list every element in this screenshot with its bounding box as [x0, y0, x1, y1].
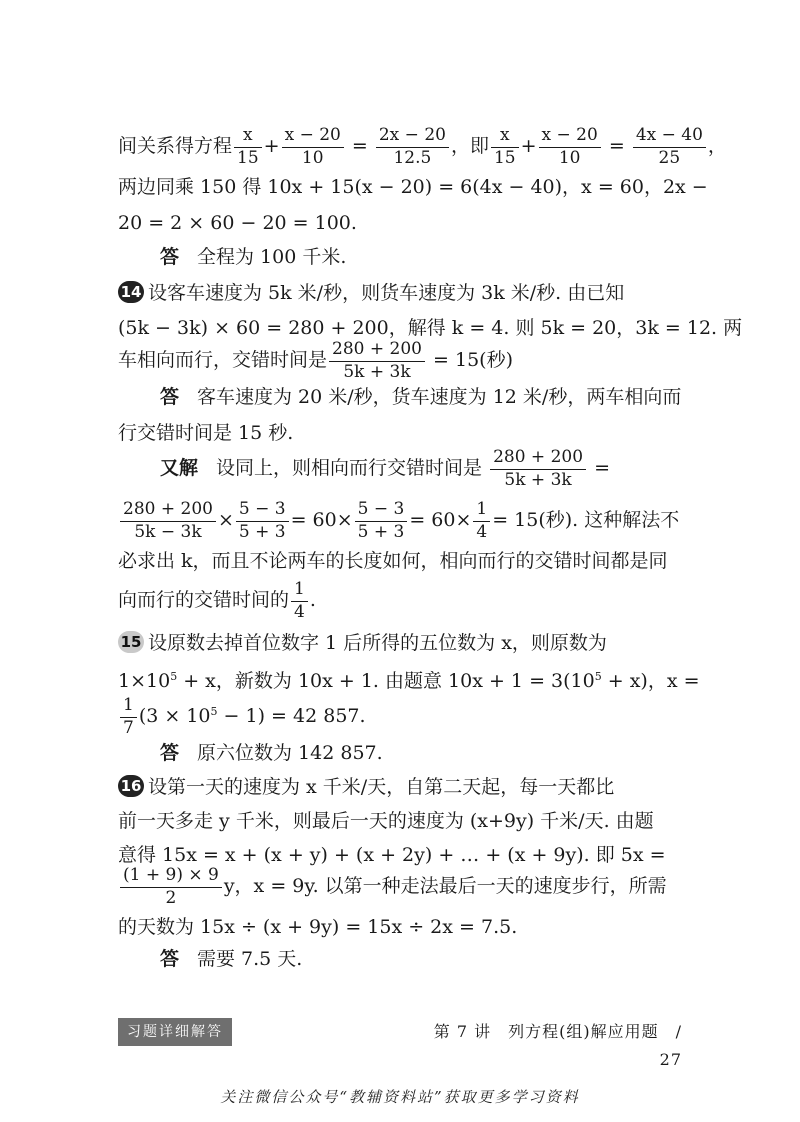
problem-number-badge: 14 [118, 281, 144, 303]
alt-solution-line-1: 又解 设同上，则相向而行交错时间是 $\frac{280 + 200}{5k + 3k}$ = [160, 446, 610, 490]
fraction: $\frac{1}{7}$ [120, 696, 137, 738]
line-2: 两边同乘 150 得 10x + 15(x − 20) = 6(4x − 40)，x = 60，2x − [118, 176, 708, 198]
line-3: 20 = 2 × 60 − 20 = 100. [118, 212, 357, 234]
page-header-chapter: 第 7 讲 列方程(组)解应用题 / 27 [433, 1022, 682, 1069]
answer-label: 答 [160, 742, 180, 764]
fraction: $\frac{x}{15}$ [491, 126, 519, 168]
fraction: $\frac{x - 20}{10}$ [539, 126, 601, 168]
problem-16-line-2: 前一天多走 y 千米，则最后一天的速度为 (x+9y) 千米/天. 由题 [118, 810, 654, 832]
answer-16: 答 需要 7.5 天. [160, 948, 303, 970]
answer-14: 答 客车速度为 20 米/秒，货车速度为 12 米/秒，两车相向而 [160, 386, 682, 408]
fraction: $\frac{5 - 3}{5 + 3}$ [236, 500, 289, 542]
problem-16-line-3: 意得 15x = x + (x + y) + (x + 2y) + … + (x + 9y). 即 5x = [118, 844, 666, 866]
text: 间关系得方程 [118, 135, 233, 157]
fraction: $\frac{280 + 200}{5k + 3k}$ [490, 448, 586, 490]
problem-14-line-2: (5k − 3k) × 60 = 280 + 200，解得 k = 4. 则 5k = 20，3k = 12. 两 [118, 317, 743, 339]
alt-label: 又解 [160, 457, 199, 479]
fraction: $\frac{4x - 40}{25}$ [633, 126, 706, 168]
problem-15-line-2: $1\times 10^5 + x$，新数为 10x + 1. 由题意 $10x + 1 = 3(10^5 + x)$，x = [118, 670, 700, 692]
alt-solution-line-2: $\frac{280 + 200}{5k - 3k}$ × $\frac{5 - 3}{5 + 3}$ = 60× $\frac{5 - 3}{5 + 3}$ = 60× $\frac{1}{4}$ = 15(秒). 这种解法不 [118, 492, 688, 548]
watermark-text: 关注微信公众号“教辅资料站”获取更多学习资料 [220, 1088, 580, 1106]
answer-label: 答 [160, 948, 180, 970]
fraction: $\frac{x - 20}{10}$ [282, 126, 344, 168]
answer-label: 答 [160, 386, 180, 408]
problem-15-line-3: $\frac{1}{7}$ $(3 \times 10^5 - 1) = 42$ 857. [118, 682, 688, 746]
fraction: $\frac{5 - 3}{5 + 3}$ [355, 500, 408, 542]
alt-solution-line-4: 向而行的交错时间的 $\frac{1}{4}$ . [118, 578, 316, 622]
section-tag: 习题详细解答 [118, 1018, 232, 1046]
fraction: $\frac{(1 + 9) \times 9}{2}$ [120, 866, 222, 908]
problem-14-line-3: 车相向而行，交错时间是 $\frac{280 + 200}{5k + 3k}$ = 15(秒) [118, 338, 513, 382]
answer-14-line-2: 行交错时间是 15 秒. [118, 422, 294, 444]
line-1: 间关系得方程 $\frac{x}{15}$ + $\frac{x - 20}{10}$ = $\frac{2x - 20}{12.5}$ ，即 $\frac{x}{15}$ + $\frac{x - 20}{10}$ = $\frac{4x - 40}{25}$ ， [118, 124, 727, 168]
fraction: $\frac{x}{15}$ [234, 126, 262, 168]
fraction: $\frac{280 + 200}{5k + 3k}$ [329, 340, 425, 382]
text: ，即 [450, 135, 489, 157]
problem-16-line-4: $\frac{(1 + 9) \times 9}{2}$ y，x = 9y. 以第一种走法最后一天的速度步行，所需 [118, 856, 688, 916]
fraction: $\frac{2x - 20}{12.5}$ [376, 126, 449, 168]
problem-14-line-1: 14 设客车速度为 5k 米/秒，则货车速度为 3k 米/秒. 由已知 [118, 272, 688, 314]
fraction: $\frac{1}{4}$ [473, 500, 490, 542]
fraction: $\frac{1}{4}$ [291, 580, 308, 622]
problem-15-line-1: 15 设原数去掉首位数字 1 后所得的五位数为 x，则原数为 [118, 622, 688, 664]
fraction: $\frac{280 + 200}{5k - 3k}$ [120, 500, 216, 542]
problem-16-line-1: 16 设第一天的速度为 x 千米/天，自第二天起，每一天都比 [118, 766, 688, 808]
problem-number-badge: 16 [118, 775, 144, 797]
alt-solution-line-3: 必求出 k，而且不论两车的长度如何，相向而行的交错时间都是同 [118, 550, 668, 572]
answer-13: 答 全程为 100 千米. [160, 246, 347, 268]
answer-label: 答 [160, 246, 180, 268]
problem-16-line-5: 的天数为 15x ÷ (x + 9y) = 15x ÷ 2x = 7.5. [118, 916, 518, 938]
problem-number-badge: 15 [118, 631, 144, 653]
answer-15: 答 原六位数为 142 857. [160, 742, 383, 764]
